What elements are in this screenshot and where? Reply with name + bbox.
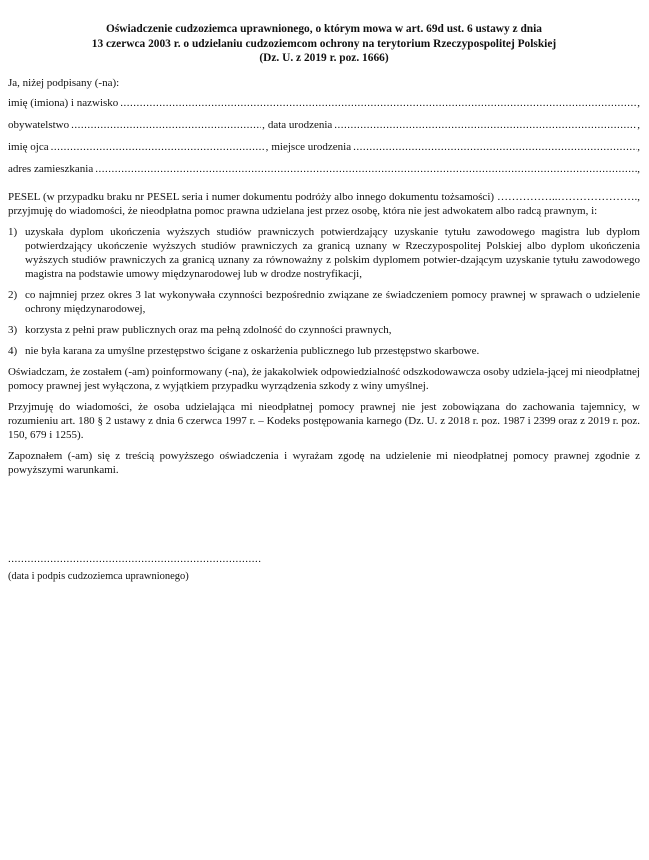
liability-statement: Oświadczam, że zostałem (-am) poinformowany (-na), że jakakolwiek odpowiedzialność odszkodowawcza osoby udziela-jącej mi nieodpłatnej pomocy prawnej jest wyłączona, z wyjątkiem przypadku wyrządzenia szkody z winy umyślnej.	[8, 365, 640, 392]
address-row	[8, 162, 640, 184]
list-item	[8, 323, 640, 337]
list-item-number: 1)	[8, 225, 18, 238]
father-name-separator: ,	[265, 140, 269, 153]
list-item-text: co najmniej przez okres 3 lat wykonywała czynności bezpośrednio związane ze świadczeniem pomocy prawnej w sprawach o udzielenie ochrony międzynarodowej,	[25, 288, 640, 315]
birth-place-end: ,	[637, 140, 640, 153]
declaration-form	[8, 22, 640, 484]
consent-statement: Zapoznałem (-am) się z treścią powyższego oświadczenia i wyrażam zgodę na udzielenie mi nieodpłatnej pomocy prawnej zgodnie z powyższymi warunkami.	[8, 449, 640, 476]
confidentiality-statement: Przyjmuję do wiadomości, że osoba udzielająca mi nieodpłatnej pomocy prawnej nie jest zobowiązana do zachowania tajemnicy, w rozumieniu art. 180 § 2 ustawy z dnia 6 czerwca 1997 r. – Kodeks postępowania karnego (Dz. U. z 2018 r. poz. 1987 i 2399 oraz z 2019 r. poz. 150, 679 i 1255).	[8, 400, 640, 441]
birth-date-field[interactable]	[334, 118, 637, 132]
citizenship-separator: ,	[262, 118, 265, 131]
list-item	[8, 344, 640, 358]
name-field-row	[8, 96, 640, 118]
title-line-3: (Dz. U. z 2019 r. poz. 1666)	[259, 52, 389, 64]
birth-place-field[interactable]	[353, 140, 637, 154]
citizenship-field[interactable]	[71, 118, 261, 132]
father-name-label: imię ojca	[8, 140, 49, 153]
signature-line[interactable]: ..............................................................................	[8, 553, 262, 565]
address-field[interactable]	[95, 162, 637, 176]
name-field[interactable]	[120, 96, 637, 110]
list-item	[8, 288, 640, 316]
citizenship-label: obywatelstwo	[8, 118, 70, 131]
father-birthplace-row	[8, 140, 640, 162]
list-item-number: 2)	[8, 288, 18, 301]
birth-date-end: ,	[637, 118, 640, 131]
document-title	[8, 22, 640, 66]
list-item-number: 4)	[8, 344, 18, 357]
list-item-text: korzysta z pełni praw publicznych oraz ma pełną zdolność do czynności prawnych,	[25, 323, 392, 336]
conditions-list	[8, 225, 640, 358]
title-line-1: Oświadczenie cudzoziemca uprawnionego, o którym mowa w art. 69d ust. 6 ustawy z dnia	[106, 23, 542, 35]
name-field-end: ,	[637, 96, 640, 109]
birth-place-label: miejsce urodzenia	[271, 140, 352, 153]
name-label: imię (imiona) i nazwisko	[8, 96, 119, 109]
intro-text: Ja, niżej podpisany (-na):	[8, 76, 120, 89]
list-item-number: 3)	[8, 323, 18, 336]
list-item-text: uzyskała dyplom ukończenia wyższych studiów prawniczych potwierdzający uzyskanie tytułu zawodowego magistra lub dyplom potwierdzający ukończenie wyższych studiów prawniczych za granicą uznany w Rzeczypospolitej Polskiej albo dyplom ukończenia wyższych studiów prawniczych za granicą uznany za równoważny z polskim dyplomem potwier-dzającym uzyskanie tytułu zawodowego magistra na podstawie umowy międzynarodowej lub w drodze nostryfikacji,	[25, 225, 640, 280]
signature-block	[8, 553, 262, 583]
father-name-field[interactable]	[51, 140, 265, 154]
birth-date-label: data urodzenia	[267, 118, 333, 131]
citizenship-birthdate-row	[8, 118, 640, 140]
title-line-2: 13 czerwca 2003 r. o udzielaniu cudzoziemcom ochrony na terytorium Rzeczypospolitej Polskiej	[91, 37, 557, 50]
address-field-end: ,	[637, 162, 640, 175]
address-label: adres zamieszkania	[8, 162, 94, 175]
list-item-text: nie była karana za umyślne przestępstwo ścigane z oskarżenia publicznego lub przestępstwo skarbowe.	[25, 344, 480, 357]
pesel-paragraph: PESEL (w przypadku braku nr PESEL seria i numer dokumentu podróży albo innego dokumentu tożsamości) ……………..…………………., przyjmuję do wiadomości, że nieodpłatna pomoc prawna udzielana jest przez osobę, która nie jest adwokatem albo radcą prawnym, i:	[8, 190, 640, 217]
signature-caption: (data i podpis cudzoziemca uprawnionego)	[8, 571, 189, 582]
list-item	[8, 225, 640, 281]
